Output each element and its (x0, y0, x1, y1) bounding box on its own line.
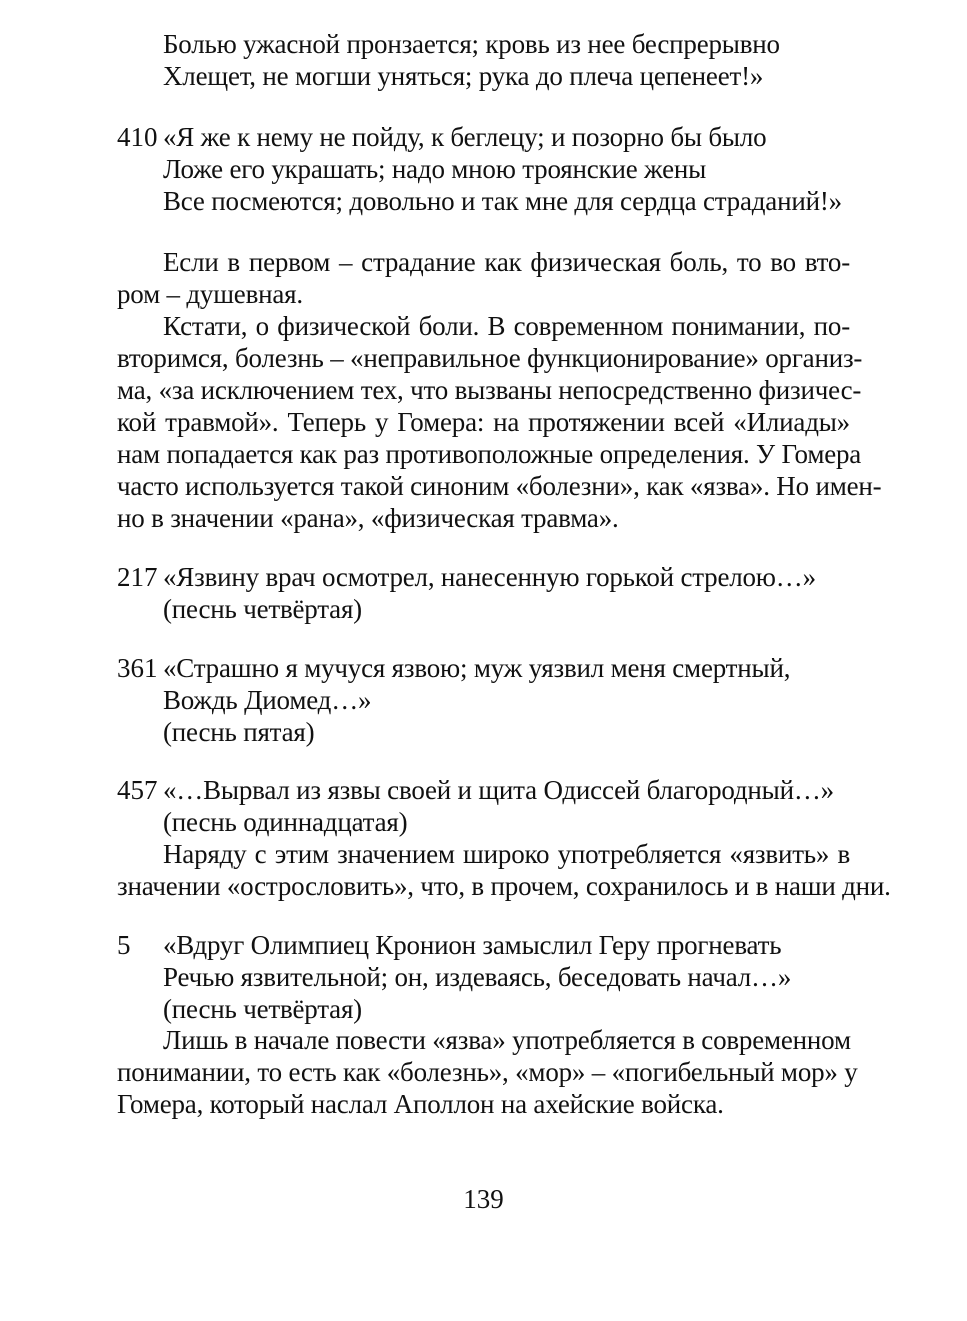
paragraph-line: нам попадается как раз противоположные определения. У Гомера (117, 439, 862, 469)
verse-line: «Я же к нему не пойду, к беглецу; и позорно бы было (163, 122, 767, 152)
verse-line: «Страшно я мучуся язвою; муж уязвил меня смертный, (163, 653, 791, 683)
verse-line: Все посмеются; довольно и так мне для сердца страданий!» (163, 186, 842, 216)
verse-line: Вождь Диомед…» (163, 685, 372, 715)
verse-number: 217 (117, 562, 158, 592)
verse-line: Хлещет, не могши уняться; рука до плеча цепенеет!» (163, 61, 764, 91)
verse-line: Ложе его украшать; надо мною троянские жены (163, 154, 707, 184)
paragraph-line: ма, «за исключением тех, что вызваны непосредственно физичес- (117, 375, 862, 405)
verse-number: 457 (117, 775, 158, 805)
paragraph-line: ром – душевная. (117, 279, 303, 309)
paragraph-line: значении «острословить», что, в прочем, сохранилось и в наши дни. (117, 871, 891, 901)
paragraph-line: Лишь в начале повести «язва» употребляется в современном (163, 1025, 851, 1055)
paragraph-line: но в значении «рана», «физическая травма». (117, 503, 619, 533)
verse-number: 5 (117, 930, 131, 960)
page-number: 139 (463, 1184, 504, 1214)
verse-number: 410 (117, 122, 158, 152)
verse-line: «Язвину врач осмотрел, нанесенную горькой стрелою…» (163, 562, 816, 592)
paragraph-line: понимании, то есть как «болезнь», «мор» – «погибельный мор» у (117, 1057, 858, 1087)
verse-source: (песнь четвёртая) (163, 594, 362, 624)
verse-line: Речью язвительной; он, издеваясь, беседовать начал…» (163, 962, 792, 992)
verse-source: (песнь четвёртая) (163, 994, 362, 1024)
paragraph-line: Кстати, о физической боли. В современном понимании, по- (163, 311, 850, 341)
verse-source: (песнь пятая) (163, 717, 315, 747)
paragraph-line: Гомера, который наслал Аполлон на ахейские войска. (117, 1089, 724, 1119)
verse-line: «…Вырвал из язвы своей и щита Одиссей благородный…» (163, 775, 834, 805)
paragraph-line: вторимся, болезнь – «неправильное функционирование» организ- (117, 343, 863, 373)
paragraph-line: кой травмой». Теперь у Гомера: на протяжении всей «Илиады» (117, 407, 850, 437)
verse-number: 361 (117, 653, 158, 683)
paragraph-line: Наряду с этим значением широко употребляется «язвить» в (163, 839, 850, 869)
verse-source: (песнь одиннадцатая) (163, 807, 408, 837)
verse-line: Болью ужасной пронзается; кровь из нее беспрерывно (163, 29, 780, 59)
paragraph-line: Если в первом – страдание как физическая боль, то во вто- (163, 247, 850, 277)
paragraph-line: часто используется такой синоним «болезни», как «язва». Но имен- (117, 471, 882, 501)
verse-line: «Вдруг Олимпиец Кронион замыслил Геру прогневать (163, 930, 782, 960)
